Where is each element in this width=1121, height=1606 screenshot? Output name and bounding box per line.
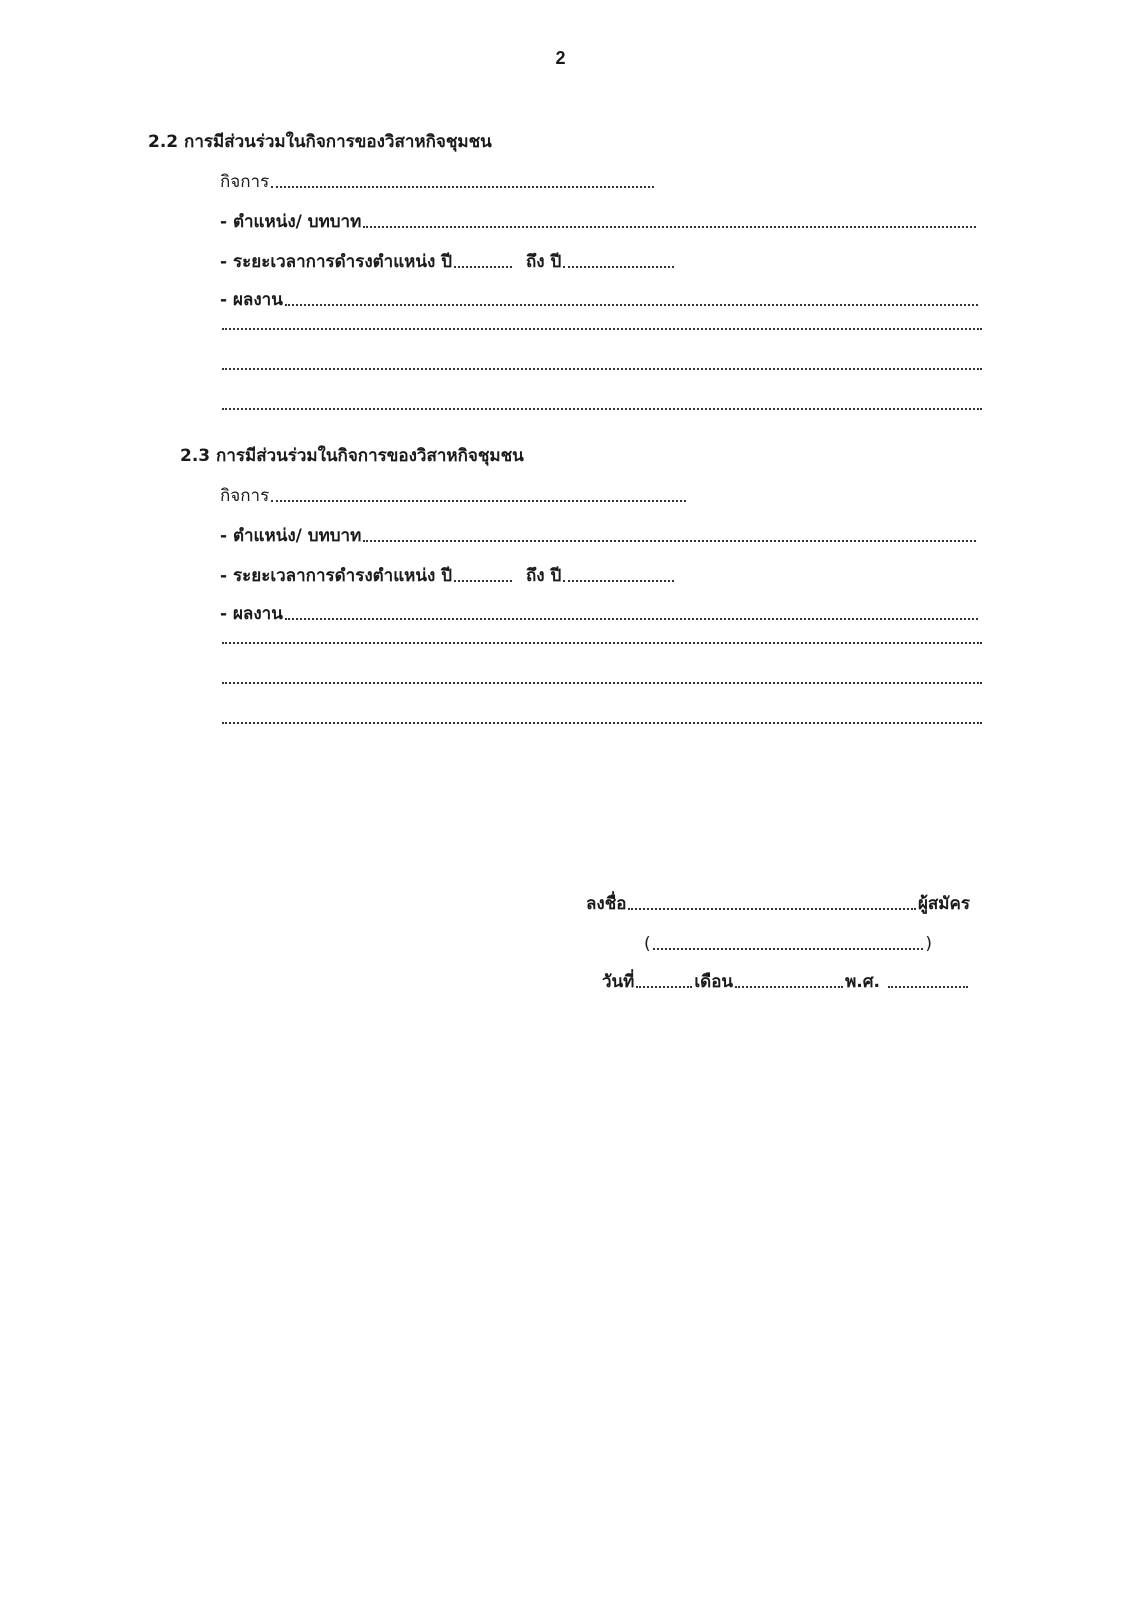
business-fill-line[interactable] — [271, 186, 654, 188]
section-2-3-results-line — [220, 602, 980, 626]
section-2-3-results-extra-line-3 — [220, 722, 984, 730]
section-2-2-results-line — [220, 288, 980, 312]
section-2-3-results-extra-line-2 — [220, 682, 984, 690]
signature-line — [586, 892, 970, 916]
results-extra-fill-line[interactable] — [222, 722, 982, 724]
section-2-2-heading — [148, 130, 492, 154]
year-fill-line[interactable] — [888, 986, 968, 988]
section-2-3-period-line — [220, 564, 676, 588]
section-2-2-position-line — [220, 210, 978, 234]
day-label: วันที่ — [602, 972, 635, 992]
results-fill-line[interactable] — [285, 304, 978, 306]
printed-name-fill-line[interactable] — [653, 948, 924, 950]
section-2-3-heading — [180, 444, 524, 468]
period-to-label: ถึง ปี — [526, 252, 562, 272]
period-label: - ระยะเวลาการดำรงตำแหน่ง ปี — [220, 252, 453, 272]
section-heading-text: 2.2 การมีส่วนร่วมในกิจการของวิสาหกิจชุมชน — [148, 132, 492, 152]
results-extra-fill-line[interactable] — [222, 642, 982, 644]
month-label: เดือน — [694, 972, 734, 992]
business-label: กิจการ — [220, 172, 270, 192]
open-paren: ( — [644, 934, 651, 954]
business-label: กิจการ — [220, 486, 270, 506]
page-number: 2 — [555, 48, 566, 68]
close-paren: ) — [925, 934, 932, 954]
printed-name-line — [644, 932, 932, 956]
signature-fill-line[interactable] — [628, 908, 915, 910]
section-2-2-business-line — [220, 170, 656, 194]
results-extra-fill-line[interactable] — [222, 682, 982, 684]
section-2-3-position-line — [220, 524, 978, 548]
section-2-2-results-extra-line-3 — [220, 408, 984, 416]
results-label: - ผลงาน — [220, 290, 283, 310]
section-2-2-results-extra-line-2 — [220, 368, 984, 376]
results-extra-fill-line[interactable] — [222, 368, 982, 370]
day-fill-line[interactable] — [636, 986, 692, 988]
period-from-fill-line[interactable] — [454, 266, 512, 268]
results-label: - ผลงาน — [220, 604, 283, 624]
results-extra-fill-line[interactable] — [222, 328, 982, 330]
section-2-3-business-line — [220, 484, 688, 508]
section-heading-text: 2.3 การมีส่วนร่วมในกิจการของวิสาหกิจชุมชน — [180, 446, 524, 466]
results-extra-fill-line[interactable] — [222, 408, 982, 410]
sign-label: ลงชื่อ — [586, 894, 627, 914]
period-to-fill-line[interactable] — [563, 266, 674, 268]
period-label: - ระยะเวลาการดำรงตำแหน่ง ปี — [220, 566, 453, 586]
position-fill-line[interactable] — [363, 540, 976, 542]
period-from-fill-line[interactable] — [454, 580, 512, 582]
date-line — [602, 970, 970, 994]
section-2-2-results-extra-line-1 — [220, 328, 984, 336]
section-2-2-period-line — [220, 250, 676, 274]
position-fill-line[interactable] — [363, 226, 976, 228]
period-to-label: ถึง ปี — [526, 566, 562, 586]
business-fill-line[interactable] — [271, 500, 686, 502]
period-to-fill-line[interactable] — [563, 580, 674, 582]
position-label: - ตำแหน่ง/ บทบาท — [220, 212, 362, 232]
results-fill-line[interactable] — [285, 618, 978, 620]
year-label: พ.ศ. — [845, 972, 880, 992]
month-fill-line[interactable] — [735, 986, 843, 988]
section-2-3-results-extra-line-1 — [220, 642, 984, 650]
applicant-label: ผู้สมัคร — [917, 894, 970, 914]
position-label: - ตำแหน่ง/ บทบาท — [220, 526, 362, 546]
